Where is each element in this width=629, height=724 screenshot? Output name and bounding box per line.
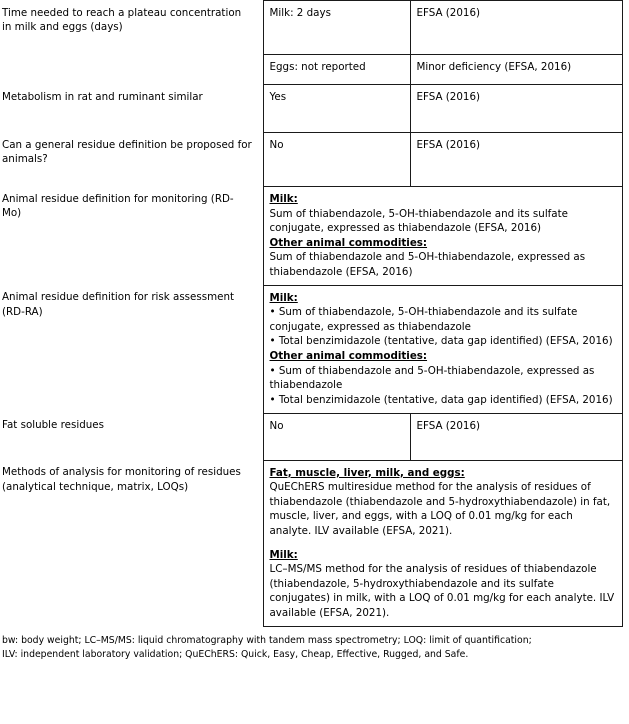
rd-ra-bullet-other-2: • Total benzimidazole (tentative, data gap identified) (EFSA, 2016) <box>269 393 613 406</box>
row-value-plateau-eggs: Eggs: not reported <box>263 55 410 85</box>
table-row <box>0 285 622 413</box>
rd-ra-bullet-milk-1: • Sum of thiabendazole, 5-OH-thiabendazole and its sulfate conjugate, expressed as thiabendazole <box>269 306 578 333</box>
row-label-rd-mo: Animal residue definition for monitoring (RD-Mo) <box>0 187 263 286</box>
row-content-rd-ra <box>263 285 622 413</box>
row-source-general-residue-definition: EFSA (2016) <box>410 133 622 187</box>
row-value-plateau-milk: Milk: 2 days <box>263 1 410 55</box>
row-content-rd-mo <box>263 187 622 286</box>
row-source-plateau-milk: EFSA (2016) <box>410 1 622 55</box>
row-source-metabolism-similar: EFSA (2016) <box>410 85 622 133</box>
row-label-metabolism-similar: Metabolism in rat and ruminant similar <box>0 85 263 133</box>
footnote-line-2: ILV: independent laboratory validation; QuEChERS: Quick, Easy, Cheap, Effective, Rugged, and Safe. <box>2 648 469 660</box>
methods-text-quechers: QuEChERS multiresidue method for the analysis of residues of thiabendazole (thiabendazole and 5-hydroxythiabendazole) in fat, muscle, liver, and eggs, with a LOQ of 0.01 mg/kg for each analyte. ILV available (EFSA, 2021). <box>269 481 611 537</box>
row-label-general-residue-definition: Can a general residue definition be proposed for animals? <box>0 133 263 187</box>
row-value-metabolism-similar: Yes <box>263 85 410 133</box>
row-value-fat-soluble-residues: No <box>263 413 410 460</box>
row-source-plateau-eggs: Minor deficiency (EFSA, 2016) <box>410 55 622 85</box>
table-row <box>0 460 622 626</box>
methods-text-lcmsms: LC–MS/MS method for the analysis of residues of thiabendazole (thiabendazole, 5-hydroxythiabendazole and its sulfate conjugates) in milk, with a LOQ of 0.01 mg/kg for each analyte. ILV available (EFSA, 2021). <box>269 563 615 620</box>
methods-spacer <box>270 539 616 548</box>
rd-mo-heading-milk: Milk: <box>269 193 298 205</box>
footnote-line-1: bw: body weight; LC–MS/MS: liquid chromatography with tandem mass spectrometry; LOQ: limit of quantification; <box>2 634 532 646</box>
row-label-rd-ra: Animal residue definition for risk assessment (RD-RA) <box>0 285 263 413</box>
row-source-fat-soluble-residues: EFSA (2016) <box>410 413 622 460</box>
table-footnote <box>0 634 629 662</box>
rd-ra-bullet-milk-2: • Total benzimidazole (tentative, data gap identified) (EFSA, 2016) <box>269 335 613 348</box>
table-row <box>0 187 622 286</box>
rd-mo-text-milk: Sum of thiabendazole, 5-OH-thiabendazole and its sulfate conjugate, expressed as thiabendazole (EFSA, 2016) <box>269 207 568 235</box>
rd-mo-heading-other-commodities: Other animal commodities: <box>269 236 428 249</box>
table-row <box>0 133 622 187</box>
rd-ra-heading-other-commodities: Other animal commodities: <box>269 350 428 363</box>
row-content-methods-of-analysis <box>263 460 622 626</box>
row-label-plateau-concentration: Time needed to reach a plateau concentration in milk and eggs (days) <box>0 1 263 85</box>
table-row <box>0 85 622 133</box>
rd-ra-heading-milk: Milk: <box>269 291 298 304</box>
row-label-methods-of-analysis: Methods of analysis for monitoring of residues (analytical technique, matrix, LOQs) <box>0 460 263 626</box>
row-value-general-residue-definition: No <box>263 133 410 187</box>
methods-heading-milk: Milk: <box>269 548 298 561</box>
table-row <box>0 413 622 460</box>
table-row <box>0 1 622 55</box>
methods-heading-fat-muscle-liver-milk-eggs: Fat, muscle, liver, milk, and eggs: <box>269 466 465 479</box>
rd-ra-bullet-other-1: • Sum of thiabendazole and 5-OH-thiabendazole, expressed as thiabendazole <box>269 364 595 392</box>
row-label-fat-soluble-residues: Fat soluble residues <box>0 413 263 460</box>
rd-mo-text-other-commodities: Sum of thiabendazole and 5-OH-thiabendazole, expressed as thiabendazole (EFSA, 2016) <box>269 251 586 279</box>
